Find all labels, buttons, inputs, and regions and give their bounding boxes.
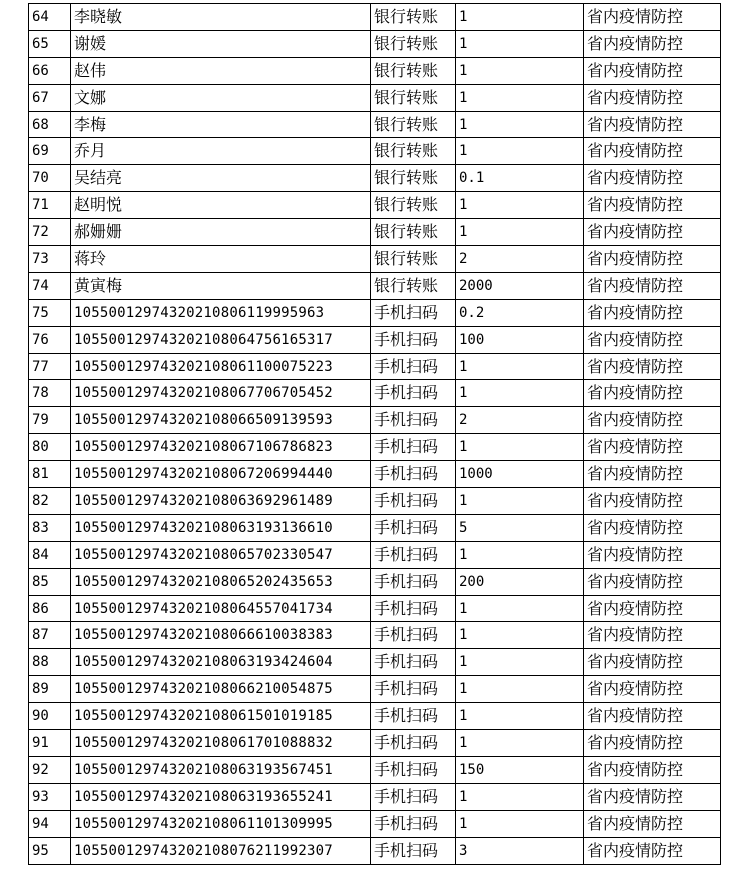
donor-cell: 李梅 (71, 111, 371, 138)
amount-cell: 1 (456, 649, 584, 676)
purpose-cell: 省内疫情防控 (584, 837, 721, 864)
donor-cell: 赵伟 (71, 57, 371, 84)
donor-cell: 蒋玲 (71, 246, 371, 273)
row-number-cell: 88 (29, 649, 71, 676)
table-row (29, 407, 721, 434)
donor-cell: 105500129743202108061501019185 (71, 703, 371, 730)
amount-cell: 1 (456, 676, 584, 703)
amount-cell: 3 (456, 837, 584, 864)
amount-cell: 1 (456, 595, 584, 622)
row-number-cell: 67 (29, 84, 71, 111)
purpose-cell: 省内疫情防控 (584, 84, 721, 111)
amount-cell: 1 (456, 488, 584, 515)
payment-method-cell: 银行转账 (371, 30, 456, 57)
amount-cell: 1 (456, 783, 584, 810)
payment-method-cell: 手机扫码 (371, 299, 456, 326)
donor-cell: 文娜 (71, 84, 371, 111)
amount-cell: 150 (456, 756, 584, 783)
amount-cell: 1 (456, 703, 584, 730)
purpose-cell: 省内疫情防控 (584, 30, 721, 57)
donor-cell: 105500129743202108065202435653 (71, 568, 371, 595)
table-row (29, 676, 721, 703)
table-row (29, 541, 721, 568)
row-number-cell: 76 (29, 326, 71, 353)
table-row (29, 595, 721, 622)
table-row (29, 783, 721, 810)
amount-cell: 1 (456, 192, 584, 219)
purpose-cell: 省内疫情防控 (584, 730, 721, 757)
row-number-cell: 75 (29, 299, 71, 326)
table-row (29, 568, 721, 595)
table-row (29, 299, 721, 326)
row-number-cell: 79 (29, 407, 71, 434)
row-number-cell: 77 (29, 353, 71, 380)
amount-cell: 1 (456, 219, 584, 246)
row-number-cell: 82 (29, 488, 71, 515)
donor-cell: 105500129743202108065702330547 (71, 541, 371, 568)
donor-cell: 105500129743202108063193136610 (71, 514, 371, 541)
payment-method-cell: 银行转账 (371, 57, 456, 84)
amount-cell: 1 (456, 138, 584, 165)
payment-method-cell: 手机扫码 (371, 434, 456, 461)
purpose-cell: 省内疫情防控 (584, 299, 721, 326)
amount-cell: 5 (456, 514, 584, 541)
table-row (29, 488, 721, 515)
row-number-cell: 74 (29, 272, 71, 299)
donor-cell: 10550012974320210806119995963 (71, 299, 371, 326)
purpose-cell: 省内疫情防控 (584, 649, 721, 676)
payment-method-cell: 银行转账 (371, 84, 456, 111)
purpose-cell: 省内疫情防控 (584, 407, 721, 434)
table-row (29, 4, 721, 31)
payment-method-cell: 银行转账 (371, 138, 456, 165)
table-row (29, 730, 721, 757)
donor-cell: 乔月 (71, 138, 371, 165)
donor-cell: 105500129743202108066210054875 (71, 676, 371, 703)
payment-method-cell: 银行转账 (371, 111, 456, 138)
row-number-cell: 85 (29, 568, 71, 595)
row-number-cell: 91 (29, 730, 71, 757)
row-number-cell: 68 (29, 111, 71, 138)
purpose-cell: 省内疫情防控 (584, 326, 721, 353)
donor-cell: 105500129743202108061100075223 (71, 353, 371, 380)
table-row (29, 622, 721, 649)
row-number-cell: 80 (29, 434, 71, 461)
table-row (29, 756, 721, 783)
donor-cell: 105500129743202108067106786823 (71, 434, 371, 461)
donor-cell: 105500129743202108061701088832 (71, 730, 371, 757)
donor-cell: 105500129743202108063193655241 (71, 783, 371, 810)
row-number-cell: 73 (29, 246, 71, 273)
payment-method-cell: 手机扫码 (371, 783, 456, 810)
purpose-cell: 省内疫情防控 (584, 57, 721, 84)
purpose-cell: 省内疫情防控 (584, 676, 721, 703)
amount-cell: 1 (456, 434, 584, 461)
payment-method-cell: 手机扫码 (371, 380, 456, 407)
purpose-cell: 省内疫情防控 (584, 4, 721, 31)
row-number-cell: 94 (29, 810, 71, 837)
payment-method-cell: 手机扫码 (371, 649, 456, 676)
payment-method-cell: 手机扫码 (371, 810, 456, 837)
amount-cell: 2 (456, 407, 584, 434)
payment-method-cell: 手机扫码 (371, 514, 456, 541)
table-row (29, 165, 721, 192)
purpose-cell: 省内疫情防控 (584, 703, 721, 730)
purpose-cell: 省内疫情防控 (584, 595, 721, 622)
purpose-cell: 省内疫情防控 (584, 111, 721, 138)
table-row (29, 837, 721, 864)
donor-cell: 105500129743202108067706705452 (71, 380, 371, 407)
purpose-cell: 省内疫情防控 (584, 434, 721, 461)
payment-method-cell: 手机扫码 (371, 703, 456, 730)
purpose-cell: 省内疫情防控 (584, 272, 721, 299)
purpose-cell: 省内疫情防控 (584, 622, 721, 649)
table-row (29, 30, 721, 57)
purpose-cell: 省内疫情防控 (584, 541, 721, 568)
table-row (29, 84, 721, 111)
donor-cell: 李晓敏 (71, 4, 371, 31)
payment-method-cell: 银行转账 (371, 272, 456, 299)
amount-cell: 0.1 (456, 165, 584, 192)
table-row (29, 192, 721, 219)
donor-cell: 105500129743202108061101309995 (71, 810, 371, 837)
table-row (29, 326, 721, 353)
row-number-cell: 92 (29, 756, 71, 783)
row-number-cell: 95 (29, 837, 71, 864)
row-number-cell: 84 (29, 541, 71, 568)
payment-method-cell: 银行转账 (371, 192, 456, 219)
payment-method-cell: 银行转账 (371, 246, 456, 273)
donor-cell: 郝姗姗 (71, 219, 371, 246)
donor-cell: 吴结亮 (71, 165, 371, 192)
table-body (29, 4, 721, 865)
amount-cell: 100 (456, 326, 584, 353)
donor-cell: 赵明悦 (71, 192, 371, 219)
row-number-cell: 87 (29, 622, 71, 649)
payment-method-cell: 手机扫码 (371, 541, 456, 568)
purpose-cell: 省内疫情防控 (584, 461, 721, 488)
table-row (29, 703, 721, 730)
table-row (29, 810, 721, 837)
row-number-cell: 78 (29, 380, 71, 407)
table-row (29, 272, 721, 299)
row-number-cell: 83 (29, 514, 71, 541)
amount-cell: 2000 (456, 272, 584, 299)
purpose-cell: 省内疫情防控 (584, 568, 721, 595)
amount-cell: 1 (456, 4, 584, 31)
payment-method-cell: 手机扫码 (371, 568, 456, 595)
row-number-cell: 72 (29, 219, 71, 246)
donor-cell: 谢媛 (71, 30, 371, 57)
donor-cell: 105500129743202108063193424604 (71, 649, 371, 676)
purpose-cell: 省内疫情防控 (584, 514, 721, 541)
table-row (29, 461, 721, 488)
table-row (29, 353, 721, 380)
payment-method-cell: 手机扫码 (371, 676, 456, 703)
payment-method-cell: 手机扫码 (371, 407, 456, 434)
donor-cell: 黄寅梅 (71, 272, 371, 299)
purpose-cell: 省内疫情防控 (584, 380, 721, 407)
amount-cell: 1 (456, 730, 584, 757)
amount-cell: 1000 (456, 461, 584, 488)
table-row (29, 57, 721, 84)
table-row (29, 380, 721, 407)
amount-cell: 1 (456, 622, 584, 649)
payment-method-cell: 手机扫码 (371, 461, 456, 488)
payment-method-cell: 手机扫码 (371, 326, 456, 353)
purpose-cell: 省内疫情防控 (584, 756, 721, 783)
table-row (29, 514, 721, 541)
table-row (29, 138, 721, 165)
row-number-cell: 86 (29, 595, 71, 622)
purpose-cell: 省内疫情防控 (584, 138, 721, 165)
purpose-cell: 省内疫情防控 (584, 353, 721, 380)
purpose-cell: 省内疫情防控 (584, 192, 721, 219)
purpose-cell: 省内疫情防控 (584, 810, 721, 837)
table-row (29, 111, 721, 138)
table-row (29, 246, 721, 273)
amount-cell: 0.2 (456, 299, 584, 326)
payment-method-cell: 手机扫码 (371, 353, 456, 380)
amount-cell: 1 (456, 810, 584, 837)
purpose-cell: 省内疫情防控 (584, 488, 721, 515)
donor-cell: 105500129743202108064756165317 (71, 326, 371, 353)
amount-cell: 1 (456, 111, 584, 138)
row-number-cell: 65 (29, 30, 71, 57)
payment-method-cell: 手机扫码 (371, 756, 456, 783)
donor-cell: 105500129743202108063193567451 (71, 756, 371, 783)
donor-cell: 105500129743202108066509139593 (71, 407, 371, 434)
table-row (29, 649, 721, 676)
row-number-cell: 69 (29, 138, 71, 165)
donor-cell: 105500129743202108063692961489 (71, 488, 371, 515)
donation-table (28, 3, 721, 865)
donor-cell: 105500129743202108066610038383 (71, 622, 371, 649)
amount-cell: 1 (456, 30, 584, 57)
purpose-cell: 省内疫情防控 (584, 219, 721, 246)
row-number-cell: 93 (29, 783, 71, 810)
row-number-cell: 64 (29, 4, 71, 31)
payment-method-cell: 银行转账 (371, 4, 456, 31)
payment-method-cell: 手机扫码 (371, 622, 456, 649)
payment-method-cell: 手机扫码 (371, 488, 456, 515)
amount-cell: 2 (456, 246, 584, 273)
row-number-cell: 66 (29, 57, 71, 84)
payment-method-cell: 手机扫码 (371, 595, 456, 622)
table-row (29, 219, 721, 246)
donor-cell: 105500129743202108067206994440 (71, 461, 371, 488)
amount-cell: 1 (456, 380, 584, 407)
purpose-cell: 省内疫情防控 (584, 783, 721, 810)
donor-cell: 105500129743202108076211992307 (71, 837, 371, 864)
row-number-cell: 89 (29, 676, 71, 703)
row-number-cell: 90 (29, 703, 71, 730)
payment-method-cell: 手机扫码 (371, 837, 456, 864)
amount-cell: 1 (456, 353, 584, 380)
amount-cell: 1 (456, 541, 584, 568)
payment-method-cell: 手机扫码 (371, 730, 456, 757)
payment-method-cell: 银行转账 (371, 165, 456, 192)
row-number-cell: 70 (29, 165, 71, 192)
payment-method-cell: 银行转账 (371, 219, 456, 246)
row-number-cell: 81 (29, 461, 71, 488)
row-number-cell: 71 (29, 192, 71, 219)
table-row (29, 434, 721, 461)
donor-cell: 105500129743202108064557041734 (71, 595, 371, 622)
amount-cell: 200 (456, 568, 584, 595)
purpose-cell: 省内疫情防控 (584, 246, 721, 273)
amount-cell: 1 (456, 84, 584, 111)
purpose-cell: 省内疫情防控 (584, 165, 721, 192)
amount-cell: 1 (456, 57, 584, 84)
